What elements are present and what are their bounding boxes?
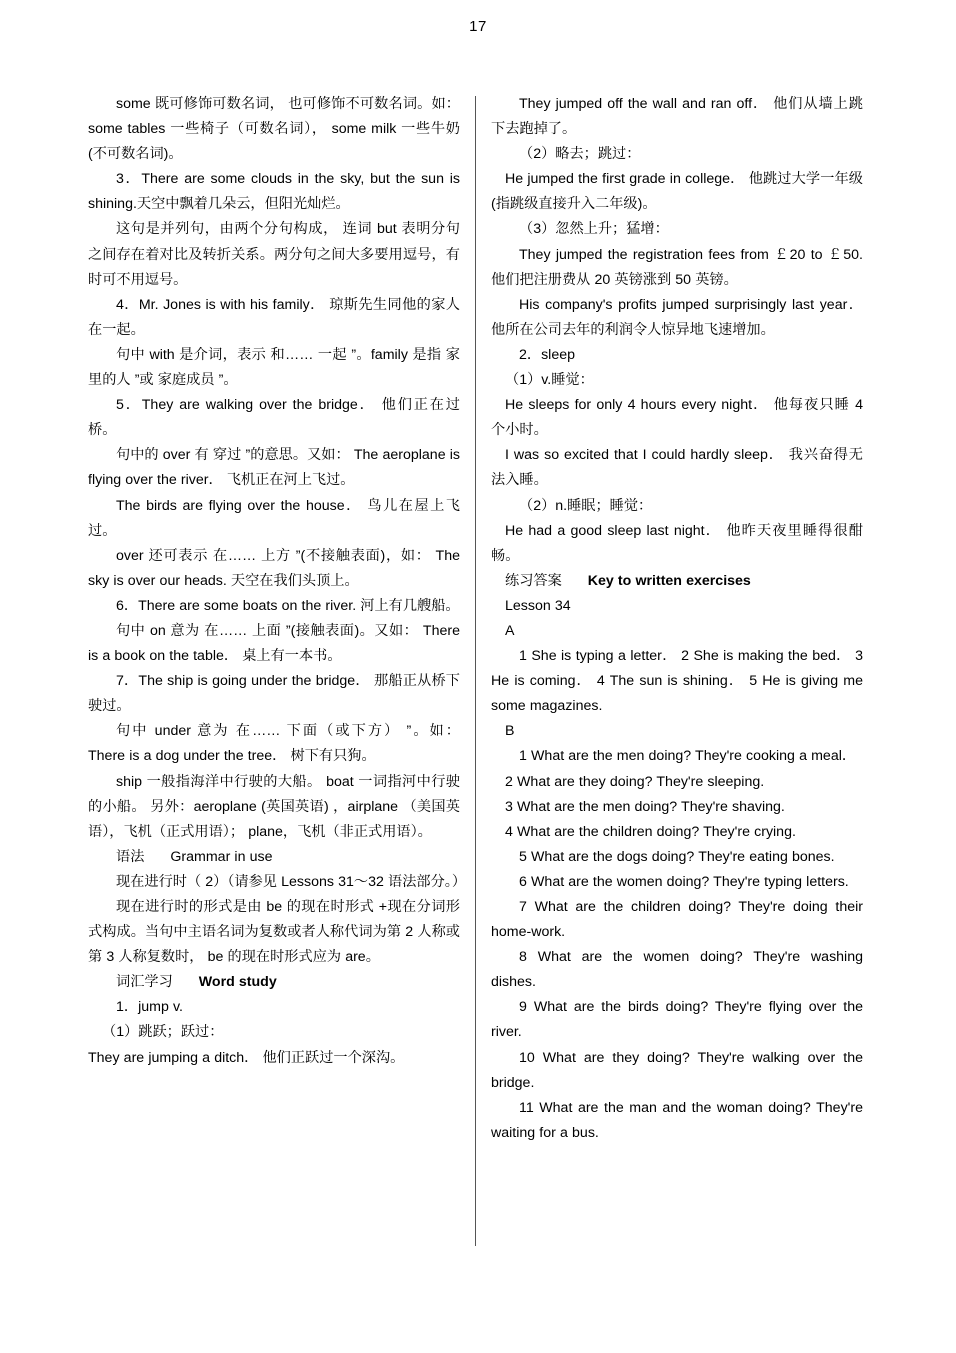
paragraph: 7 What are the children doing? They're doing their home-work.	[491, 899, 863, 941]
paragraph: （3）忽然上升；猛增：	[519, 221, 669, 238]
paragraph: They are jumping a ditch． 他们正跃过一个深沟。	[88, 1049, 405, 1066]
paragraph: 现在进行时（ 2）（请参见 Lessons 31～32 语法部分。）	[116, 873, 467, 890]
paragraph: 5．They are walking over the bridge． 他们正在过桥。	[88, 397, 460, 439]
word-study-heading	[88, 970, 460, 995]
column-divider	[475, 96, 476, 1246]
page-number: 17	[469, 18, 487, 35]
paragraph: They jumped off the wall and ran off． 他们从墙上跳下去跑掉了。	[491, 96, 863, 138]
key-exercises-heading	[491, 569, 863, 594]
paragraph: 3 What are the men doing? They're shaving.	[505, 798, 785, 815]
key-exercises-heading-cn: 练习答案	[505, 572, 562, 589]
paragraph: over 还可表示 在…… 上方 ”(不接触表面)，如： The sky is over our heads. 天空在我们头顶上。	[88, 547, 460, 589]
section-label-b: B	[505, 723, 515, 740]
section-label-a: A	[505, 622, 515, 639]
paragraph: some 既可修饰可数名词， 也可修饰不可数名词。如： some tables 一些椅子（可数名词）， some milk 一些牛奶 (不可数名词)。	[88, 96, 460, 163]
paragraph: 句中 on 意为 在…… 上面 ”(接触表面)。又如： There is a book on the table． 桌上有一本书。	[88, 622, 460, 665]
paragraph: 句中的 over 有 穿过 ”的意思。又如： The aeroplane is flying over the river． 飞机正在河上飞过。	[88, 447, 460, 489]
paragraph: 7．The ship is going under the bridge． 那船正从桥下驶过。	[88, 673, 460, 715]
paragraph: （2）n.睡眠；睡觉：	[519, 497, 653, 514]
lesson-label: Lesson 34	[505, 597, 571, 614]
grammar-heading-en: Grammar in use	[170, 848, 273, 865]
paragraph: ship 一般指海洋中行驶的大船。 boat 一词指河中行驶的小船。 另外：aeroplane (英国英语) ，airplane （美国英语），飞机（正式用语）； plane，飞机（非正式用语）。	[88, 773, 460, 840]
paragraph: （2）略去；跳过：	[519, 146, 641, 163]
paragraph: 8 What are the women doing? They're washing dishes.	[491, 949, 863, 991]
paragraph: 句中 with 是介词，表示 和…… 一起 ”。family 是指 家里的人 ”或 家庭成员 ”。	[88, 346, 460, 389]
word-study-heading-en: Word study	[198, 974, 277, 991]
paragraph: 1．jump v.	[116, 999, 183, 1016]
paragraph: He sleeps for only 4 hours every night． 他每夜只睡 4 个小时。	[491, 397, 863, 439]
paragraph: （1）v.睡觉：	[505, 372, 594, 389]
paragraph: 这句是并列句，由两个分句构成， 连词 but 表明分句之间存在着对比及转折关系。两分句之间大多要用逗号，有时可不用逗号。	[88, 221, 460, 288]
paragraph: The birds are flying over the house． 鸟儿在屋上飞过。	[88, 497, 460, 539]
paragraph: He had a good sleep last night． 他昨天夜里睡得很酣畅。	[491, 522, 863, 564]
key-exercises-heading-en: Key to written exercises	[587, 572, 751, 589]
paragraph: His company's profits jumped surprisingly last year． 他所在公司去年的利润令人惊异地飞速增加。	[491, 296, 863, 338]
paragraph: He jumped the first grade in college． 他跳过大学一年级 (指跳级直接升入二年级)。	[491, 171, 863, 213]
paragraph: 9 What are the birds doing? They're flying over the river.	[491, 999, 863, 1041]
paragraph: 4．Mr. Jones is with his family． 琼斯先生同他的家人在一起。	[88, 296, 460, 338]
paragraph: 11 What are the man and the woman doing? They're waiting for a bus.	[491, 1099, 863, 1141]
paragraph: 现在进行时的形式是由 be 的现在时形式 +现在分词形式构成。当句中主语名词为复数或者人称代词为第 2 人称或第 3 人称复数时， be 的现在时形式应为 are。	[88, 899, 460, 966]
paragraph: I was so excited that I could hardly sleep． 我兴奋得无法入睡。	[491, 447, 863, 489]
grammar-heading-cn: 语法	[116, 848, 145, 865]
paragraph: 4 What are the children doing? They're crying.	[505, 823, 796, 840]
paragraph: 6．There are some boats on the river. 河上有几艘船。	[116, 597, 460, 614]
paragraph: 2．sleep	[519, 346, 575, 363]
paragraph: 3．There are some clouds in the sky, but the sun is shining.天空中飘着几朵云，但阳光灿烂。	[88, 171, 460, 213]
paragraph: 6 What are the women doing? They're typing letters.	[519, 873, 849, 890]
left-column	[88, 92, 467, 1071]
paragraph: 2 What are they doing? They're sleeping.	[505, 773, 765, 790]
word-study-heading-cn: 词汇学习	[116, 974, 173, 991]
paragraph: 1 What are the men doing? They're cooking a meal．	[519, 748, 857, 765]
right-column	[491, 92, 863, 1146]
paragraph: 句中 under 意为 在…… 下面（或下方） ”。如： There is a dog under the tree． 树下有只狗。	[88, 723, 460, 765]
paragraph: 10 What are they doing? They're walking over the bridge.	[491, 1049, 863, 1091]
paragraph: 1 She is typing a letter． 2 She is making the bed． 3 He is coming． 4 The sun is shining． 5 He is giving me some magazines.	[491, 648, 863, 715]
paragraph: （1）跳跃；跃过：	[102, 1024, 224, 1041]
grammar-heading	[88, 845, 460, 870]
paragraph: They jumped the registration fees from ￡20 to ￡50. 他们把注册费从 20 英镑涨到 50 英镑。	[491, 246, 863, 288]
paragraph: 5 What are the dogs doing? They're eating bones.	[519, 848, 835, 865]
